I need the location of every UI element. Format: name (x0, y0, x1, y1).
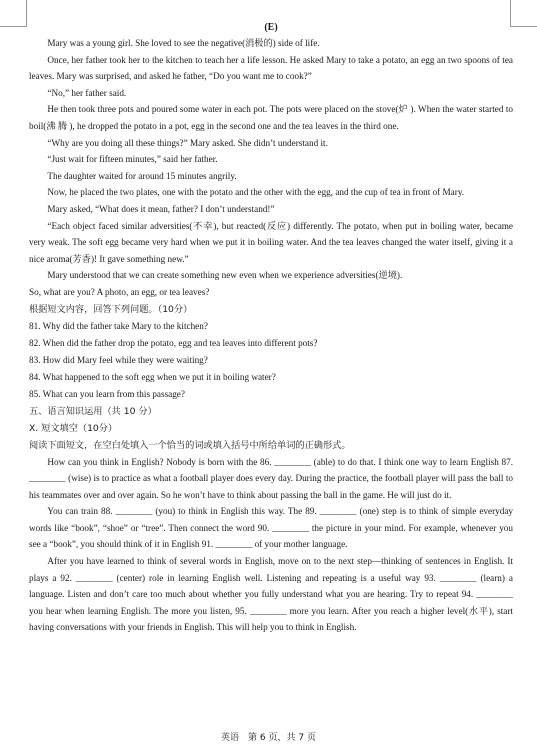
directions: 阅读下面短文，在空白处填入一个恰当的词或填入括号中所给单词的正确形式。 (29, 439, 351, 451)
question-item: 81. Why did the father take Mary to the kitchen? (29, 320, 208, 331)
passage-paragraph: Mary was a young girl. She loved to see the negative(消极的) side of life. (47, 38, 320, 48)
passage-paragraph: “No,” her father said. (47, 87, 127, 98)
passage-paragraph: The daughter waited for around 15 minutes angrily. (47, 170, 237, 181)
passage-paragraph: Now, he placed the two plates, one with the potato and the other with the egg, and the cup of tea in front of Mary. (47, 187, 465, 198)
cloze-paragraph: After you have learned to think of several words in English, move on to the next step—thinking of sentences in English. It plays a 92. ________ (center) role in learning English well. Listening and repeating is a useful way 93. ________ (learn) a language. Listen and don’t care too much about whether you fully understand what you are hearing. Try to repeat 94. ________ you hear when learning English. The more you listen, 95. ________ more you learn. After you reach a higher level(水平), start having conversations with your friends in English. This will help you to think in English. (29, 556, 513, 633)
passage-paragraph: Once, her father took her to the kitchen to teach her a life lesson. He asked Mary to take a potato, an egg an two spoons of tea leaves. Mary was surprised, and asked he father, “Do you want me to cook?” (29, 54, 513, 82)
passage-paragraph: “Just wait for fifteen minutes,” said her father. (47, 154, 218, 165)
question-item: 83. How did Mary feel while they were waiting? (29, 354, 208, 365)
passage-paragraph: “Why are you doing all these things?” Mary asked. She didn’t understand it. (47, 137, 328, 148)
question-item: 85. What can you learn from this passage? (29, 388, 185, 399)
question-item: 82. When did the father drop the potato, egg and tea leaves into different pots? (29, 337, 318, 348)
closing-line: So, what are you? A photo, an egg, or tea leaves? (29, 286, 210, 297)
question-instruction: 根据短文内容，回答下列问题。（10分） (29, 303, 193, 315)
passage-paragraph: He then took three pots and poured some water in each pot. The pots were placed on the stove(炉 ). When the water started to boil(沸 腾 ), he dropped the potato in a pot, egg in the second one and the tea leaves in the third one. (29, 104, 513, 131)
page-footer: 英语 第 6 页，共 7 页 (221, 733, 316, 743)
cloze-paragraph: You can train 88. ________ (you) to think in English this way. The 89. ________ (one) step is to think of simple everyday words like “book”, “shoe” or “tree”. Then connect the word 90. ________ the picture in your mind. For example, whenever you see a “book”, you should think of it in English 91. ________ of your mother language. (29, 506, 513, 550)
passage-paragraph: Mary understood that we can create something new even when we experience adversities(逆境). (47, 270, 403, 281)
crop-mark-top-right (510, 0, 537, 27)
part-heading: X. 短文填空（10分） (29, 422, 118, 434)
passage-label: (E) (264, 22, 278, 33)
passage-paragraph: “Each object faced similar adversities(不幸), but reacted(反应) differently. The potato, when put in boiling water, became very weak. The soft egg became very hard when we put it in boiling water. And the tea leaves changed the water itself, giving it a nice aroma(芳香)! It gave something new.” (29, 220, 513, 264)
section-heading: 五、语言知识运用（共 10 分） (29, 405, 157, 417)
question-item: 84. What happened to the soft egg when we put it in boiling water? (29, 371, 276, 382)
cloze-paragraph: How can you think in English? Nobody is born with the 86. ________ (able) to do that. I think one way to learn English 87. ________ (wise) is to practice as what a football player does every day. During the practice, the football player will pass the ball to his teammates over and over again. So he won’t have to think about passing the ball in the game. He will just do it. (29, 456, 513, 500)
exam-page (29, 22, 513, 636)
passage-paragraph: Mary asked, “What does it mean, father? I don’t understand!” (47, 203, 275, 214)
crop-mark-top-left (0, 0, 27, 27)
